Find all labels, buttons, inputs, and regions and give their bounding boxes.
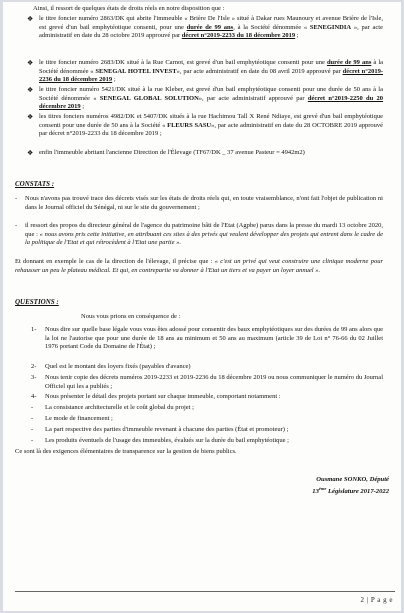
bullet-icon: ❖ (27, 113, 34, 121)
intro-text: Ainsi, il ressort de quelques états de droits réels en notre disposition que : (33, 5, 225, 12)
dash-marker: - (31, 404, 34, 411)
footer-divider (15, 591, 395, 592)
question-number: 4- (31, 393, 37, 400)
project-detail-2: Le mode de financement ; (45, 415, 113, 422)
land-title-item-4: les titres fonciers numéros 4982/DK et 5407/DK situés à la rue Hachimou Tall X René Ndiaye, est grevé d'un bail emphytéotique consenti pour une durée de 50 ans à la Société « FLEURS SASU», par acte administratif en date du 28 OCTOBRE 2019 approuvé par décret n°2019-2233 du 18 décembre 2019 ; (39, 113, 384, 138)
question-1: Nous dire sur quelle base légale vous vous êtes adossé pour consentir des baux emphytéotiques sur des durées de 99 ans alors que la loi ne l'autorise que pour une durée de 18 ans au minimum et 50 ans au maximum (article 39 de Loi n° 76-66 du 02 Juillet 1976 portant Code du Domaine de l'État) ; (45, 326, 383, 351)
dash-marker: - (31, 437, 34, 444)
question-number: 2- (31, 363, 37, 370)
bullet-icon: ❖ (27, 59, 34, 67)
dash-marker: - (15, 222, 18, 229)
dash-marker: - (15, 195, 18, 202)
question-4: Nous présenter le détail des projets portant sur chaque immeuble, comportant notamment : (45, 393, 281, 400)
land-title-item-5: enfin l'immeuble abritant l'ancienne Direction de l'Élevage (TF67/DK _ 37 avenue Pasteur = 4942m2) (39, 149, 305, 156)
project-detail-4: Les produits éventuels de l'usage des immeubles, évalués sur la durée du bail emphytéotique ; (45, 437, 289, 444)
constat-2: il ressort des propos du directeur général de l'agence du patrimoine bâti de l'Etat (Agpbe) parus dans la presse du mardi 13 octobre 2020, que : « nous avons pris cette initiative, en attribuant ces sites à des privés qui veulent développer des projets qui entrent dans le cadre de la politique de l'Etat et qui rétrocèdent à l'Etat une partie ». (25, 222, 383, 247)
questions-intro: Nous vous prions en conséquence de : (81, 313, 181, 320)
question-number: 3- (31, 374, 37, 381)
question-number: 1- (31, 326, 37, 333)
signature-legislature: 13ème Législature 2017-2022 (312, 485, 389, 495)
bullet-icon: ❖ (27, 149, 34, 157)
document-page (3, 2, 401, 611)
project-detail-1: La consistance architecturelle et le coût global du projet ; (45, 404, 194, 411)
signature-name: Ousmane SONKO, Député (316, 476, 389, 483)
signature-block (312, 476, 389, 497)
bullet-icon: ❖ (27, 86, 34, 94)
dash-marker: - (31, 426, 34, 433)
constat-example: Et donnant en exemple le cas de la direction de l'élevage, il précise que : « c'est un privé qui veut construire une clinique moderne pour rehausser un peu le plateau médical. Et qui, en contrepartie va donner à l'Etat un tiers et va payer un loyer annuel ». (15, 258, 383, 274)
question-2: Quel est le montant des loyers fixés (payables d'avance) (45, 363, 191, 370)
closing-statement: Ce sont là des exigences élémentaires de transparence sur la gestion de biens publics. (15, 448, 237, 455)
project-detail-3: La part respective des parties d'immeuble revenant à chacune des parties (État et promoteur) ; (45, 426, 289, 433)
constat-1: Nous n'avons pas trouvé trace des décrets visés sur les états de droits réels qui, en toute vraisemblance, n'ont fait l'objet de publication ni dans le Journal officiel du Sénégal, ni sur le site du gouvernement ; (25, 195, 383, 211)
question-3: Nous tenir copie des décrets numéros 2019-2233 et 2019-2236 du 18 décembre 2019 ou nous communiquer le numéro du Journal Officiel qui les a publiés ; (45, 374, 383, 390)
land-title-item-3: le titre foncier numéro 5421/DK situé à la rue Kleber, est grevé d'un bail emphytéotique consenti pour une durée de 50 ans à la Société dénommée « SENEGAL GLOBAL SOLUTION», par acte administratif approuvé par décret n°2019-2250 du 20 décembre 2019 ; (39, 86, 383, 111)
land-title-item-1: le titre foncier numéro 2863/DK qui abrite l'immeuble « Brière De l'Isle » situé à Dakar rues Maunoury et avenue Brière de l'Isle, est grevé d'un bail emphytéotique consenti, pour une durée de 99 ans, à la Société dénommée « SENEGINDIA », par acte administratif en date du 28 octobre 2019 approuvé par décret n°2019-2233 du 18 décembre 2019 ; (39, 15, 383, 40)
dash-marker: - (31, 415, 34, 422)
constats-heading: CONSTATS : (15, 180, 55, 188)
bullet-icon: ❖ (27, 15, 34, 23)
questions-heading: QUESTIONS : (15, 298, 59, 306)
page-number: 2 | P a g e (360, 596, 393, 604)
land-title-item-2: le titre foncier numéro 2683/DK situé à la Rue Carnot, est grevé d'un bail emphytéotique consenti pour une durée de 99 ans à la Société dénommée « SENEGAL HOTEL INVEST», par acte administratif en date du 08 avril 2019 approuvé par décret n°2019-2236 du 18 décembre 2019 ; (39, 59, 384, 84)
